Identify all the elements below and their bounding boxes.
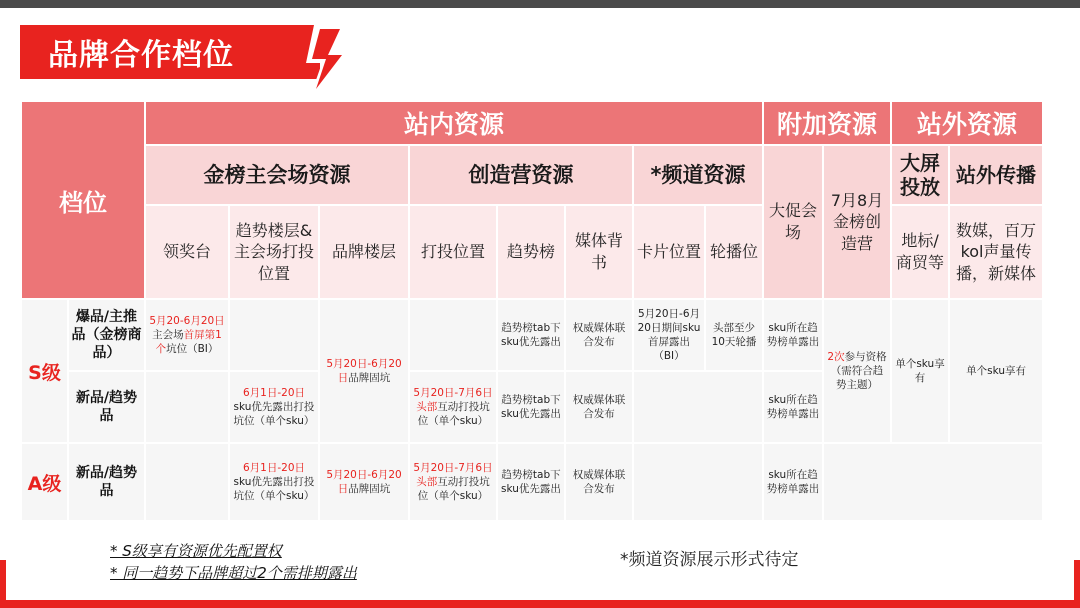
item-kapian: 卡片位置 — [633, 205, 705, 299]
cell-s-qushi-louceng: 6月1日-20日 sku优先露出打投坑位（单个sku） — [229, 371, 319, 443]
header-dang: 档位 — [21, 101, 145, 299]
cell-a-pinpai: 5月20日-6月20日品牌固坑 — [319, 443, 409, 521]
cell-a-qushi-louceng: 6月1日-20日 sku优先露出打投坑位（单个sku） — [229, 443, 319, 521]
subheader-dacu: 大促会场 — [763, 145, 823, 299]
cooperation-tier-table — [20, 100, 1044, 522]
cell-s-pindao-bottom — [633, 371, 763, 443]
header-onsite-resources: 站内资源 — [145, 101, 763, 145]
header-offsite-resources: 站外资源 — [891, 101, 1043, 145]
cell-a-datou: 5月20日-7月6日 头部互动打投坑位（单个sku） — [409, 443, 497, 521]
cell-s-datou: 5月20日-7月6日 头部互动打投坑位（单个sku） — [409, 371, 497, 443]
cell-s-qushibang-2: 趋势榜tab下sku优先露出 — [497, 371, 565, 443]
cell-s-lunbo: 头部至少10天轮播 — [705, 299, 763, 371]
cell-s-qushibang-1: 趋势榜tab下sku优先露出 — [497, 299, 565, 371]
cell-s-jinbang: 2次参与资格（需符合趋势主题） — [823, 299, 891, 443]
cell-s-zhanwai: 单个sku享有 — [949, 299, 1043, 443]
cell-s-dacu-2: sku所在趋势榜单露出 — [763, 371, 823, 443]
cell-a-meiti: 权威媒体联合发布 — [565, 443, 633, 521]
header-addon-resources: 附加资源 — [763, 101, 891, 145]
left-accent-bar — [0, 560, 6, 600]
item-lingjiang: 领奖台 — [145, 205, 229, 299]
item-dibiao: 地标/商贸等 — [891, 205, 949, 299]
cell-s-meiti-2: 权威媒体联合发布 — [565, 371, 633, 443]
footnotes — [110, 540, 357, 584]
item-datou: 打投位置 — [409, 205, 497, 299]
page-title: 品牌合作档位 — [48, 38, 234, 73]
footnote-priority: * S级享有资源优先配置权 — [110, 542, 282, 560]
cell-s-dacu-1: sku所在趋势榜单露出 — [763, 299, 823, 371]
subheader-pindao: *频道资源 — [633, 145, 763, 205]
footnote-channel: *频道资源展示形式待定 — [620, 550, 799, 570]
subheader-daping: 大屏投放 — [891, 145, 949, 205]
cell-s-lingjiang-bottom — [145, 371, 229, 443]
subheader-chuangzao: 创造营资源 — [409, 145, 633, 205]
cell-s-daping: 单个sku享有 — [891, 299, 949, 443]
subheader-jinbang-chuangzao: 7月8月金榜创造营 — [823, 145, 891, 299]
bottom-accent-bar — [0, 600, 1080, 608]
item-qushi-louceng: 趋势楼层&主会场打投位置 — [229, 205, 319, 299]
subheader-zhanwai: 站外传播 — [949, 145, 1043, 205]
cell-s-qushi-louceng-top — [229, 299, 319, 371]
item-meiti: 媒体背书 — [565, 205, 633, 299]
cell-a-pindao — [633, 443, 763, 521]
right-accent-bar — [1074, 560, 1080, 600]
cell-s-kapian: 5月20日-6月20日期间sku首屏露出（BI） — [633, 299, 705, 371]
cell-s-meiti-1: 权威媒体联合发布 — [565, 299, 633, 371]
cell-a-empty — [823, 443, 1043, 521]
item-shumei: 数媒，百万kol声量传播，新媒体 — [949, 205, 1043, 299]
product-xinpin-a: 新品/趋势品 — [68, 443, 145, 521]
cell-a-lingjiang — [145, 443, 229, 521]
cell-s-pinpai: 5月20日-6月20日品牌固坑 — [319, 299, 409, 443]
cell-a-dacu: sku所在趋势榜单露出 — [763, 443, 823, 521]
footnote-scheduling: * 同一趋势下品牌超过2个需排期露出 — [110, 564, 357, 582]
cell-s-datou-top — [409, 299, 497, 371]
lightning-bolt-icon — [300, 25, 356, 97]
product-xinpin-s: 新品/趋势品 — [68, 371, 145, 443]
cell-s-lingjiang: 5月20-6月20日 主会场首屏第1个坑位（BI） — [145, 299, 229, 371]
item-lunbo: 轮播位 — [705, 205, 763, 299]
item-pinpai-louceng: 品牌楼层 — [319, 205, 409, 299]
subheader-jinbang: 金榜主会场资源 — [145, 145, 409, 205]
tier-a: A级 — [21, 443, 68, 521]
cell-a-qushibang: 趋势榜tab下sku优先露出 — [497, 443, 565, 521]
tier-s: S级 — [21, 299, 68, 443]
item-qushibang: 趋势榜 — [497, 205, 565, 299]
product-baopin: 爆品/主推品（金榜商品） — [68, 299, 145, 371]
